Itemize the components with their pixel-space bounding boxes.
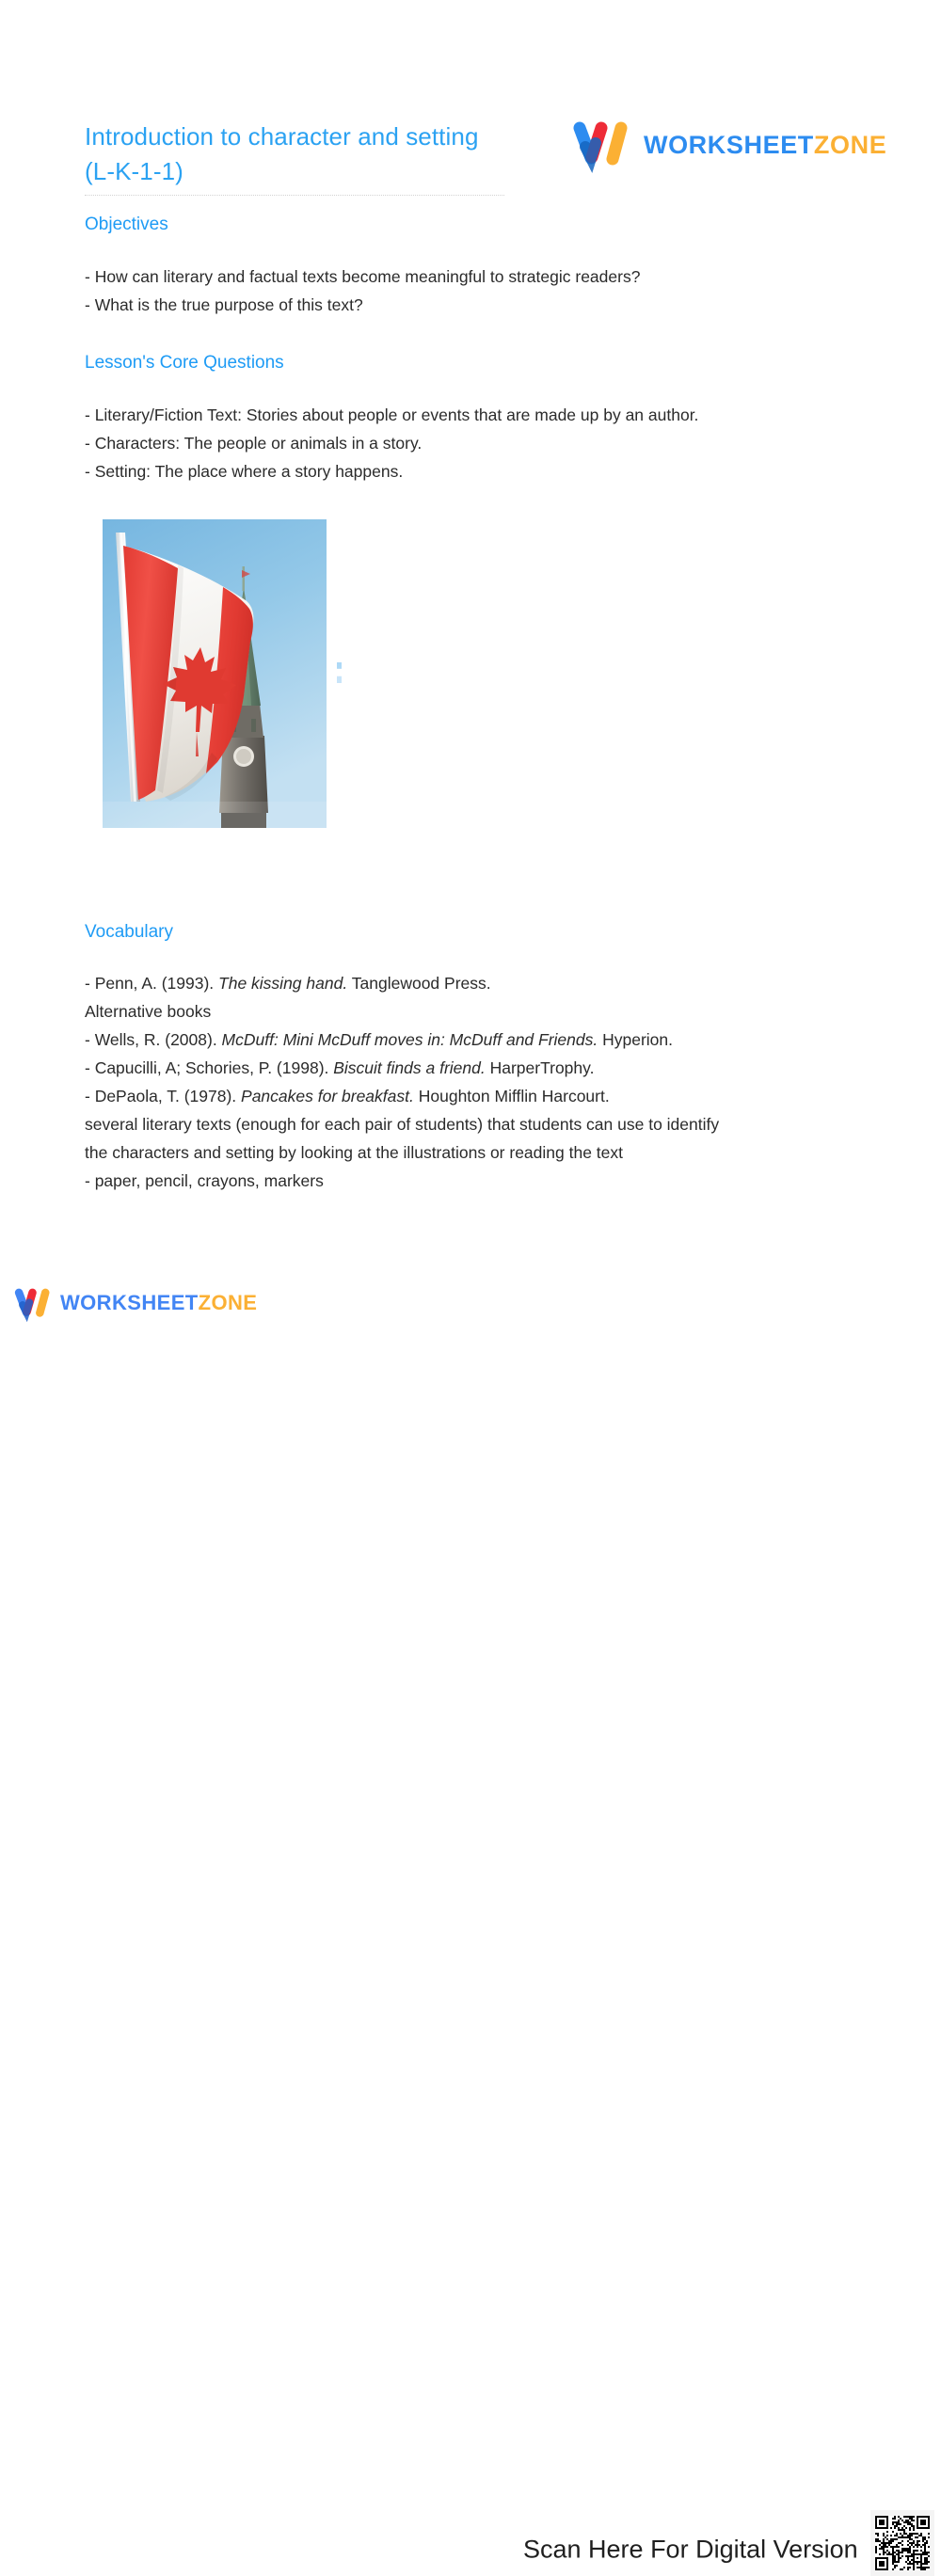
worksheetzone-w-logo-icon xyxy=(572,120,630,169)
qr-code-icon xyxy=(875,2516,930,2570)
footer-worksheetzone-logo[interactable] xyxy=(13,1287,257,1319)
vocabulary-heading: Vocabulary xyxy=(85,922,174,942)
image-resize-artifact xyxy=(337,662,342,683)
worksheetzone-logo[interactable] xyxy=(572,120,886,169)
core-questions-line: - Setting: The place where a story happens. xyxy=(85,462,404,481)
qr-code-container[interactable] xyxy=(870,2510,934,2576)
core-questions-line: - Characters: The people or animals in a story. xyxy=(85,434,423,453)
title-divider xyxy=(85,195,504,196)
core-questions-line: - Literary/Fiction Text: Stories about people or events that are made up by an author. xyxy=(85,405,699,424)
objectives-line: - What is the true purpose of this text? xyxy=(85,295,363,314)
page-footer xyxy=(0,1251,941,2564)
footer-brand-wordmark xyxy=(60,1291,257,1315)
worksheetzone-w-logo-icon xyxy=(13,1287,52,1319)
flag-illustration xyxy=(103,519,327,828)
brand-wordmark xyxy=(644,131,886,160)
footer-brand-word-zone: ZONE xyxy=(198,1291,258,1314)
objectives-heading: Objectives xyxy=(85,215,168,234)
vocabulary-entry: several literary texts (enough for each pair of students) that students can use to identify xyxy=(85,1115,720,1134)
vocabulary-entry: Alternative books xyxy=(85,1002,212,1021)
page-title: Introduction to character and setting (L-K-1-1) xyxy=(85,122,479,185)
vocabulary-entry: - Penn, A. (1993). The kissing hand. Tanglewood Press. xyxy=(85,974,491,993)
vocabulary-body xyxy=(85,969,885,1195)
core-questions-heading: Lesson's Core Questions xyxy=(85,353,284,373)
scan-here-label: Scan Here For Digital Version xyxy=(523,2535,858,2564)
footer-brand-word-worksheet: WORKSHEET xyxy=(60,1291,199,1314)
vocabulary-entry: - Capucilli, A; Schories, P. (1998). Biscuit finds a friend. HarperTrophy. xyxy=(85,1058,595,1077)
vocabulary-entry: - Wells, R. (2008). McDuff: Mini McDuff moves in: McDuff and Friends. Hyperion. xyxy=(85,1030,674,1049)
vocabulary-entry: the characters and setting by looking at the illustrations or reading the text xyxy=(85,1143,623,1162)
objectives-body xyxy=(85,262,837,319)
page-header xyxy=(0,0,941,198)
brand-word-worksheet: WORKSHEET xyxy=(644,130,814,159)
brand-word-zone: ZONE xyxy=(813,130,887,159)
objectives-line: - How can literary and factual texts become meaningful to strategic readers? xyxy=(85,267,641,286)
core-questions-body xyxy=(85,401,856,485)
vocabulary-entry: - paper, pencil, crayons, markers xyxy=(85,1171,324,1190)
canadian-flag-photo[interactable] xyxy=(103,519,327,828)
vocabulary-entry: - DePaola, T. (1978). Pancakes for breakfast. Houghton Mifflin Harcourt. xyxy=(85,1087,610,1105)
